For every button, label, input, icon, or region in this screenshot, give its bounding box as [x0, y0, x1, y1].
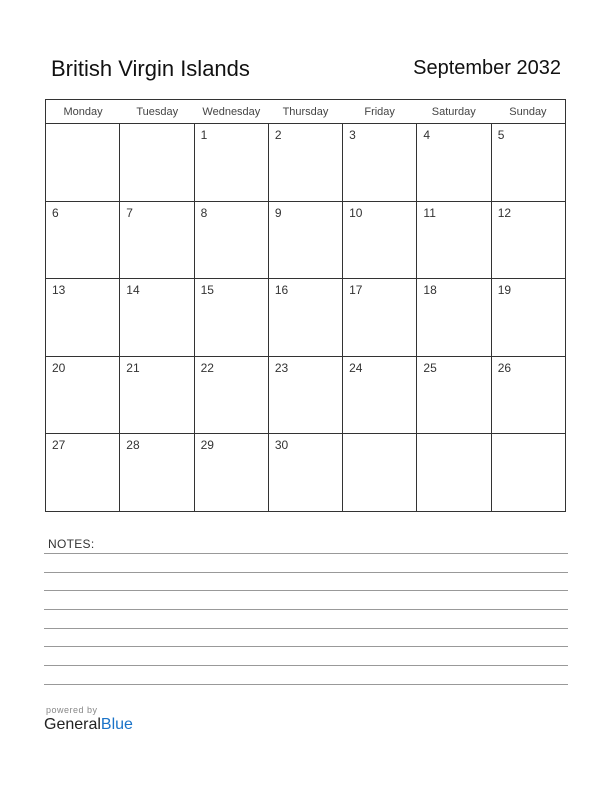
week-row-5: [46, 434, 565, 512]
day-number: 29: [200, 438, 214, 452]
notes-line: [44, 684, 568, 685]
day-cell: [195, 124, 269, 201]
day-cell: [195, 202, 269, 279]
day-cell: [492, 202, 565, 279]
notes-line: [44, 572, 568, 573]
weekday-monday: Monday: [63, 106, 103, 118]
day-cell: [46, 434, 120, 512]
day-cell: [120, 124, 194, 201]
day-cell: [343, 124, 417, 201]
day-number: 26: [497, 360, 512, 375]
day-number: 17: [349, 283, 363, 297]
day-number: 30: [274, 438, 289, 452]
powered-by-text: powered by: [46, 705, 98, 715]
day-number: 8: [200, 205, 208, 220]
day-cell: [417, 357, 491, 434]
day-cell: [269, 202, 343, 279]
notes-line: [44, 609, 568, 610]
weekday-sunday: Sunday: [509, 106, 547, 118]
notes-line: [44, 646, 568, 647]
day-number: 13: [52, 283, 66, 297]
weekday-thursday: Thursday: [282, 106, 329, 118]
brand-blue: Blue: [100, 716, 133, 733]
day-cell: [343, 357, 417, 434]
day-cell: [417, 202, 491, 279]
day-number: 5: [497, 128, 505, 142]
week-row-4: [46, 357, 565, 435]
day-number: 19: [497, 283, 512, 297]
day-number: 22: [200, 360, 214, 375]
day-cell: [46, 124, 120, 201]
day-cell: [492, 434, 565, 512]
day-cell: [46, 357, 120, 434]
day-cell: [343, 202, 417, 279]
day-cell: [492, 357, 565, 434]
day-cell: [269, 124, 343, 201]
weekday-wednesday: Wednesday: [202, 106, 261, 118]
weekday-header-row: [46, 100, 565, 124]
day-number: 20: [52, 360, 66, 375]
day-cell: [120, 202, 194, 279]
weekday-tuesday: Tuesday: [136, 106, 179, 118]
notes-line: [44, 590, 568, 591]
country-title: British Virgin Islands: [51, 56, 250, 81]
day-number: 7: [126, 205, 133, 220]
day-cell: [195, 434, 269, 512]
day-number: 9: [274, 205, 282, 220]
day-cell: [343, 434, 417, 512]
day-number: 12: [497, 205, 512, 220]
day-number: 11: [423, 205, 436, 220]
day-number: 15: [200, 283, 214, 297]
day-number: 10: [349, 205, 363, 220]
day-number: 21: [126, 360, 140, 375]
day-cell: [269, 279, 343, 356]
day-number: 2: [274, 128, 282, 142]
day-cell: [343, 279, 417, 356]
notes-line: [44, 553, 568, 554]
day-number: 6: [52, 205, 59, 220]
day-number: 23: [274, 360, 289, 375]
day-number: 28: [126, 438, 140, 452]
notes-label: NOTES:: [48, 537, 95, 551]
week-row-2: [46, 202, 565, 280]
day-number: 24: [349, 360, 363, 375]
day-cell: [417, 279, 491, 356]
brand-general: General: [44, 716, 101, 733]
day-cell: [417, 124, 491, 201]
day-cell: [46, 279, 120, 356]
day-cell: [46, 202, 120, 279]
day-number: 25: [423, 360, 437, 375]
day-cell: [120, 434, 194, 512]
weekday-saturday: Saturday: [431, 106, 476, 118]
day-cell: [269, 434, 343, 512]
day-cell: [120, 357, 194, 434]
generalblue-logo: [44, 716, 133, 734]
day-number: 1: [200, 128, 208, 142]
week-row-1: [46, 124, 565, 202]
day-cell: [195, 357, 269, 434]
day-number: 14: [126, 283, 140, 297]
month-year-title: September 2032: [413, 57, 561, 79]
day-number: 27: [52, 438, 66, 452]
week-row-3: [46, 279, 565, 357]
day-number: 4: [423, 128, 431, 142]
notes-line: [44, 628, 568, 629]
day-cell: [417, 434, 491, 512]
calendar-grid: [45, 99, 566, 512]
notes-line: [44, 665, 568, 666]
day-cell: [195, 279, 269, 356]
day-cell: [269, 357, 343, 434]
day-number: 18: [423, 283, 437, 297]
day-cell: [120, 279, 194, 356]
day-cell: [492, 124, 565, 201]
weekday-friday: Friday: [364, 106, 395, 118]
day-number: 3: [349, 128, 356, 142]
day-cell: [492, 279, 565, 356]
day-number: 16: [274, 283, 289, 297]
